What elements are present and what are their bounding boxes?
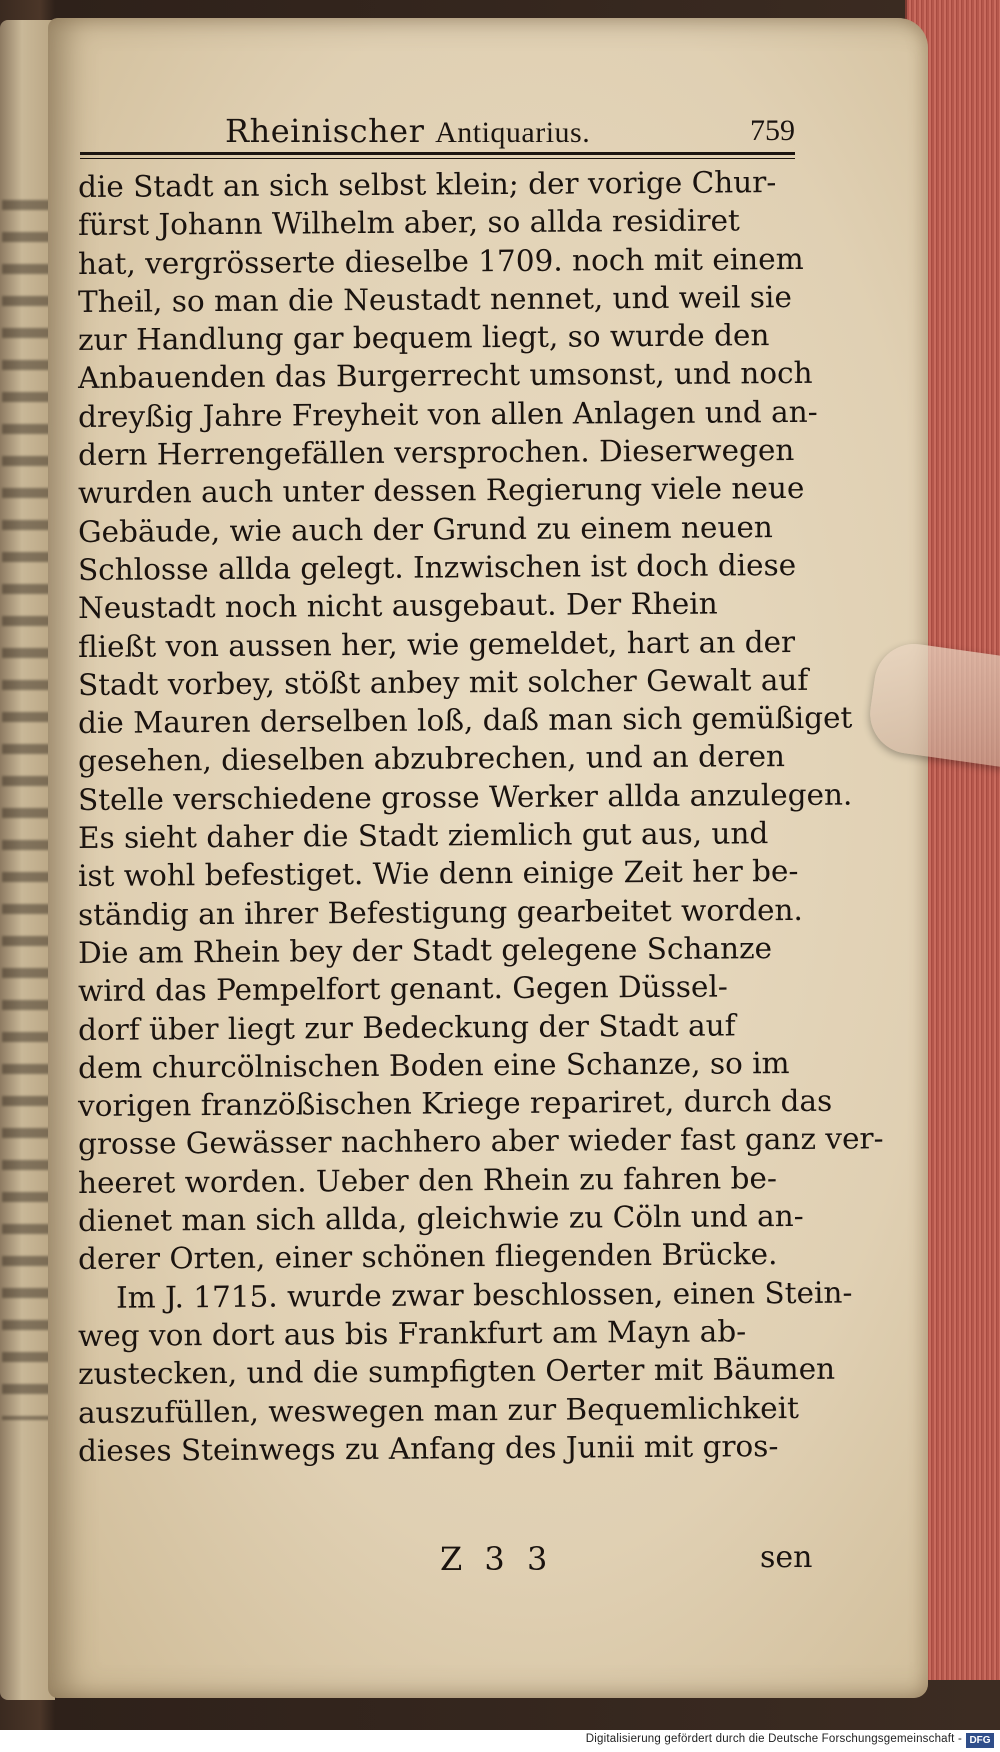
text-line: grosse Gewässer nachhero aber wieder fast ganz ver- bbox=[77, 1121, 884, 1162]
previous-page-text-bleed bbox=[2, 200, 52, 1420]
text-line: Die am Rhein bey der Stadt gelegene Schanze bbox=[77, 931, 773, 970]
catchword: sen bbox=[760, 1540, 813, 1575]
running-title-fraktur: Rheinischer bbox=[225, 112, 436, 150]
footer-credit: Digitalisierung gefördert durch die Deutsche Forschungsgemeinschaft - bbox=[585, 1733, 962, 1745]
text-line: fließt von aussen her, wie gemeldet, hart an der bbox=[77, 624, 796, 664]
text-line: Gebäude, wie auch der Grund zu einem neuen bbox=[77, 509, 773, 549]
text-line: dem churcölnischen Boden eine Schanze, so im bbox=[77, 1045, 790, 1085]
signature-mark: Z 3 3 bbox=[440, 1540, 554, 1578]
text-line: ist wohl befestiget. Wie denn einige Zeit her be- bbox=[77, 854, 799, 894]
running-title-latin: Antiquarius. bbox=[435, 116, 591, 149]
text-line: wurden auch unter dessen Regierung viele neue bbox=[77, 471, 805, 511]
text-line: Neustadt noch nicht ausgebaut. Der Rhein bbox=[77, 586, 718, 626]
text-line: die Mauren derselben loß, daß man sich gemüßiget bbox=[77, 700, 853, 741]
text-line: zustecken, und die sumpfigten Oerter mit Bäumen bbox=[77, 1351, 836, 1392]
page-number: 759 bbox=[750, 114, 795, 147]
text-line: fürst Johann Wilhelm aber, so allda residiret bbox=[77, 203, 740, 243]
text-line: Es sieht daher die Stadt ziemlich gut aus, und bbox=[77, 816, 769, 856]
text-line: dreyßig Jahre Freyheit von allen Anlagen und an- bbox=[77, 394, 818, 434]
text-line: Schlosse allda gelegt. Inzwischen ist doch diese bbox=[77, 547, 797, 587]
text-line: die Stadt an sich selbst klein; der vorige Chur- bbox=[77, 165, 777, 204]
text-line: derer Orten, einer schönen fliegenden Brücke. bbox=[77, 1237, 778, 1277]
text-line: heeret worden. Ueber den Rhein zu fahren be- bbox=[77, 1160, 778, 1200]
text-line: auszufüllen, weswegen man zur Bequemlichkeit bbox=[77, 1390, 800, 1430]
text-line: vorigen franzößischen Kriege repariret, durch das bbox=[77, 1083, 833, 1124]
digitization-footer bbox=[0, 1730, 1000, 1752]
text-line: gesehen, dieselben abzubrechen, und an deren bbox=[77, 739, 786, 779]
text-line: Theil, so man die Neustadt nennet, und weil sie bbox=[77, 279, 792, 319]
text-line: weg von dort aus bis Frankfurt am Mayn ab- bbox=[77, 1314, 747, 1353]
header-rule-thin bbox=[80, 158, 795, 159]
text-line: hat, vergrösserte dieselbe 1709. noch mit einem bbox=[77, 241, 804, 281]
text-line: dieses Steinwegs zu Anfang des Junii mit gros- bbox=[77, 1428, 779, 1468]
header-rule bbox=[80, 152, 795, 155]
running-title bbox=[225, 112, 590, 150]
text-line: dienet man sich allda, gleichwie zu Cöln und an- bbox=[77, 1198, 804, 1239]
text-line: dern Herrengefällen versprochen. Dieserwegen bbox=[77, 433, 795, 473]
text-line: Stelle verschiedene grosse Werker allda anzulegen. bbox=[77, 777, 853, 817]
text-line-paragraph-start: Im J. 1715. wurde zwar beschlossen, einen Stein- bbox=[115, 1275, 853, 1315]
previous-page-edge bbox=[0, 20, 55, 1700]
text-line: Anbauenden das Burgerrecht umsonst, und noch bbox=[77, 356, 813, 396]
dfg-logo-icon: DFG bbox=[966, 1733, 994, 1748]
text-line: zur Handlung gar bequem liegt, so wurde den bbox=[77, 318, 770, 358]
text-line: dorf über liegt zur Bedeckung der Stadt auf bbox=[77, 1007, 736, 1047]
text-line: wird das Pempelfort genant. Gegen Düssel- bbox=[77, 969, 728, 1009]
body-text bbox=[77, 165, 884, 1470]
text-line: ständig an ihrer Befestigung gearbeitet worden. bbox=[77, 892, 803, 932]
text-line: Stadt vorbey, stößt anbey mit solcher Gewalt auf bbox=[77, 662, 809, 702]
